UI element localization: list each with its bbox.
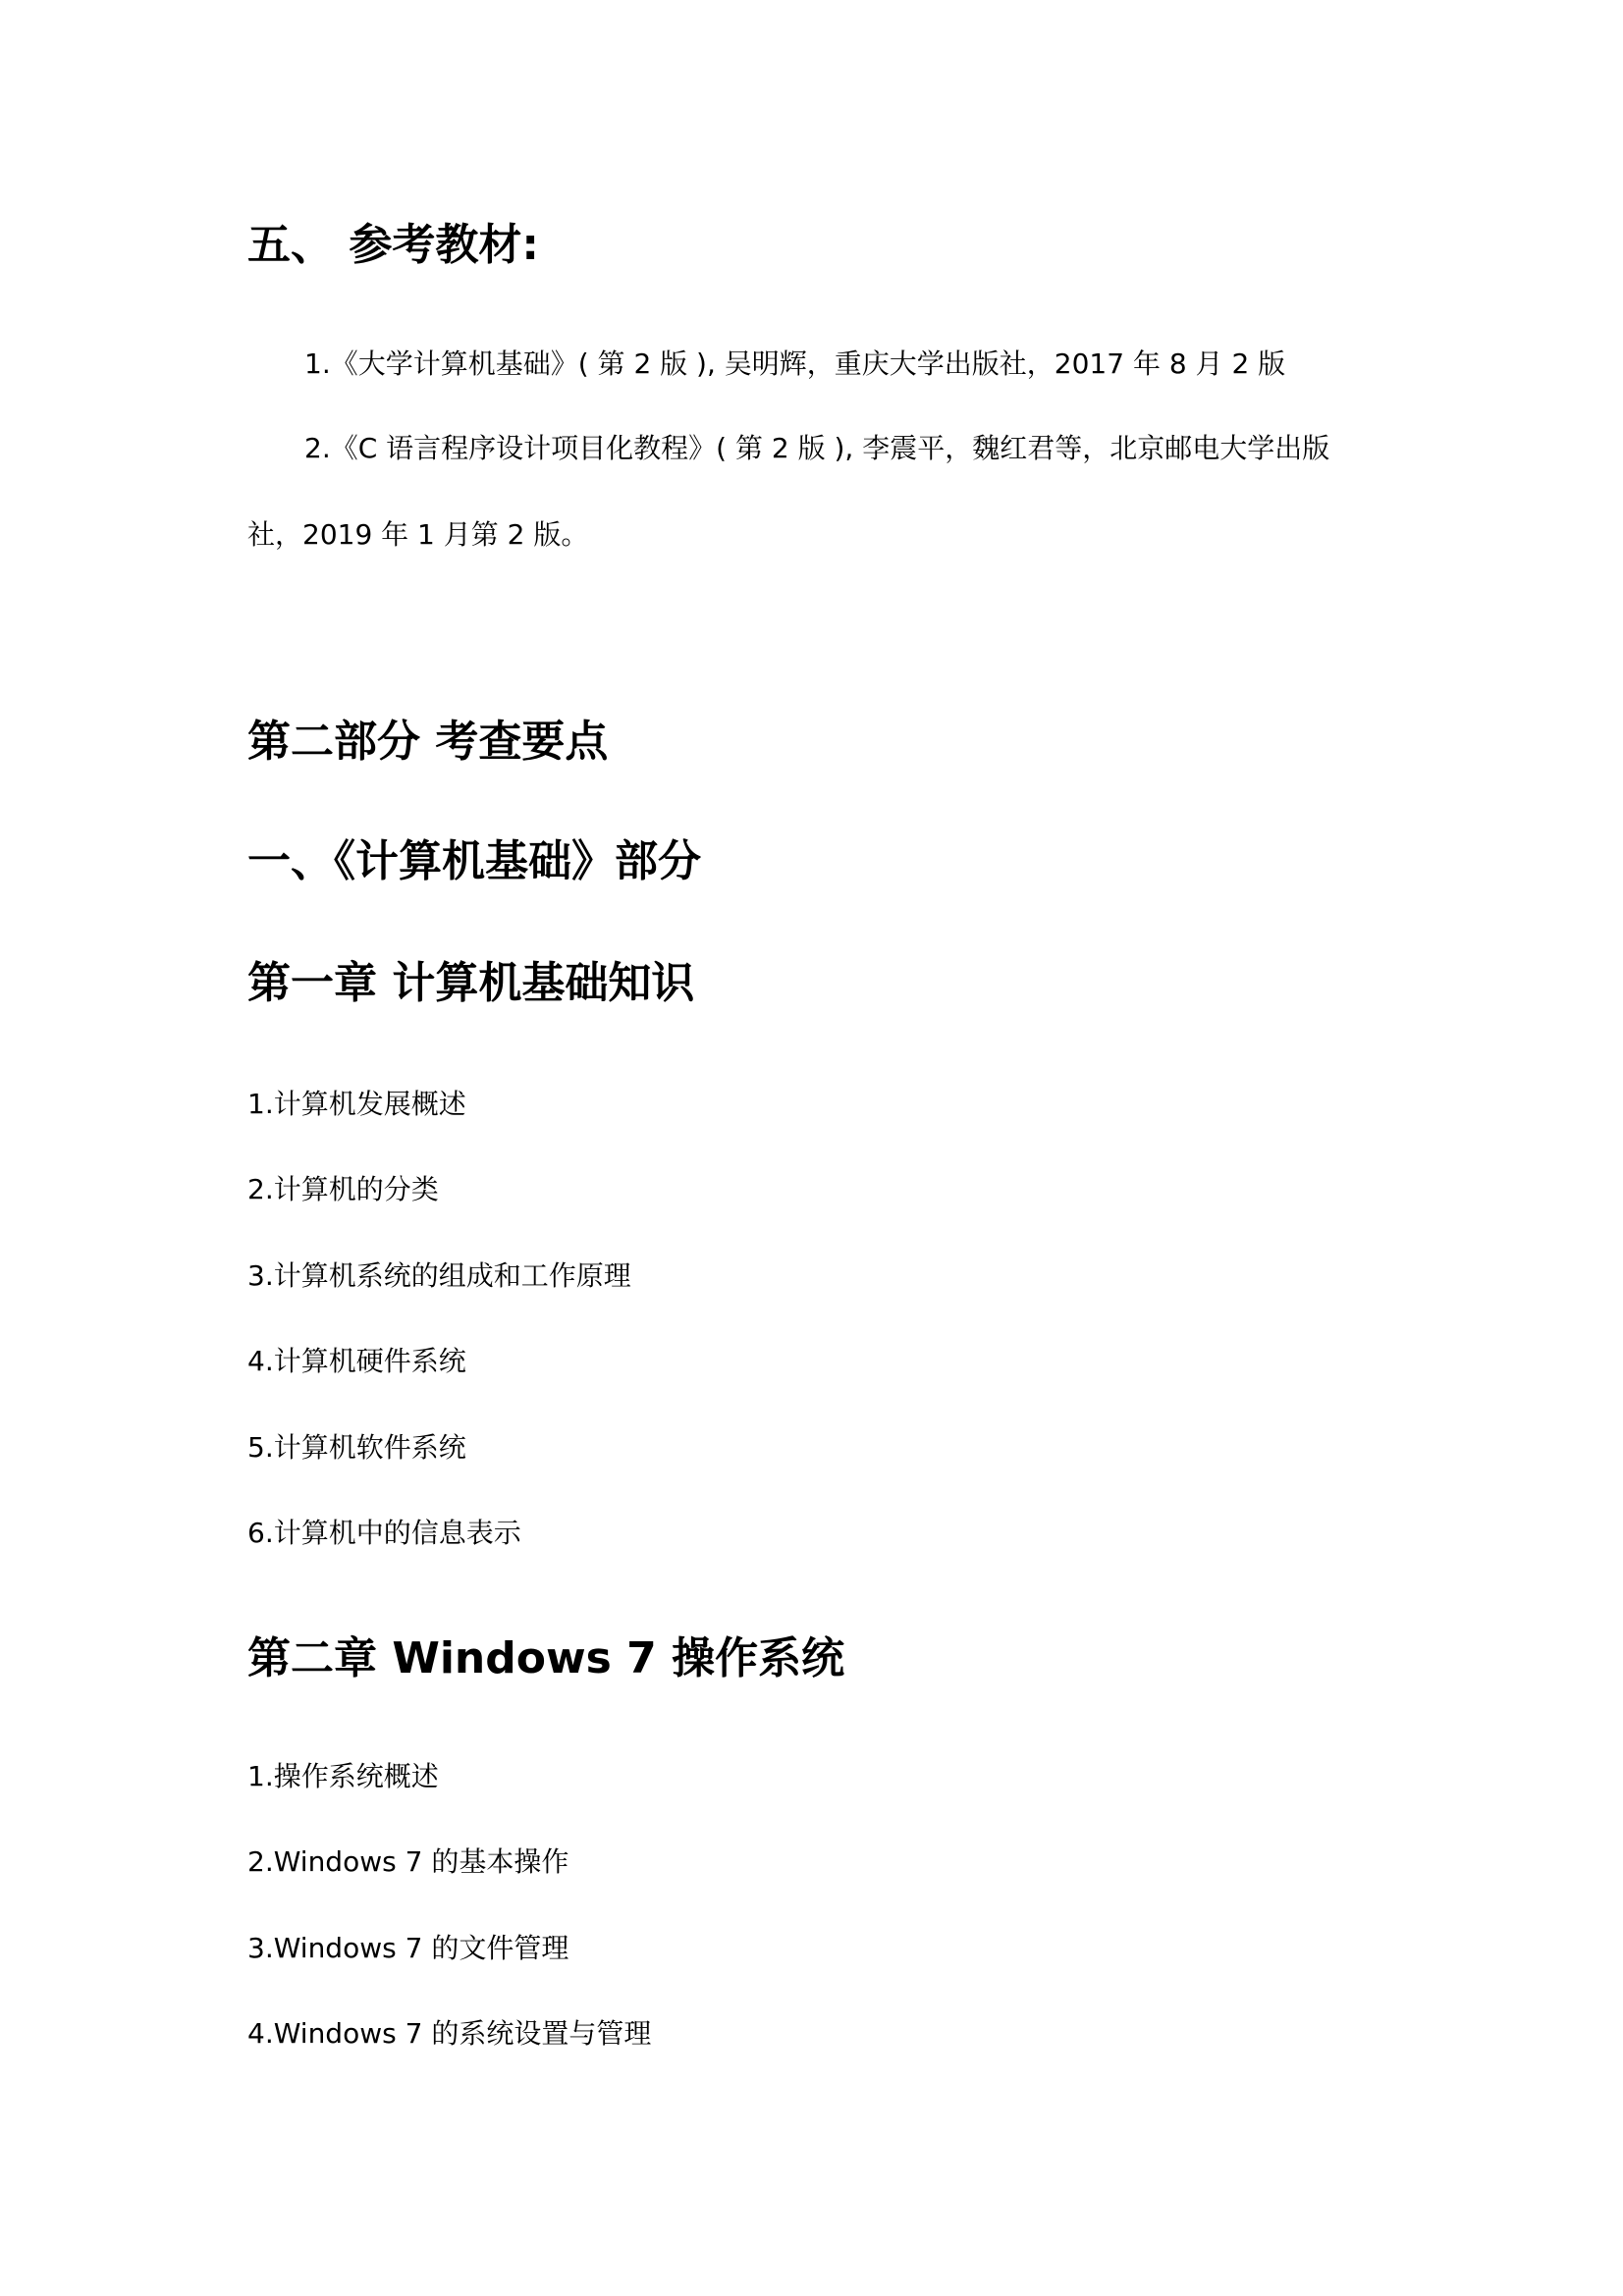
part-two-heading: 第二部分 考查要点 <box>247 717 609 767</box>
reference-item-2: 2.《C 语言程序设计项目化教程》( 第 2 版 ), 李震平，魏红君等，北京邮电大学出版 <box>304 432 1330 464</box>
section-one-heading: 一、《计算机基础》部分 <box>247 836 701 886</box>
chapter-two-heading: 第二章 Windows 7 操作系统 <box>247 1633 845 1683</box>
chapter-one-item-2: 2.计算机的分类 <box>247 1173 439 1205</box>
chapter-two-item-3: 3.Windows 7 的文件管理 <box>247 1932 569 1964</box>
chapter-one-item-4: 4.计算机硬件系统 <box>247 1345 466 1377</box>
reference-item-1: 1.《大学计算机基础》( 第 2 版 ), 吴明辉，重庆大学出版社，2017 年 8 月 2 版 <box>304 347 1286 380</box>
chapter-one-item-5: 5.计算机软件系统 <box>247 1431 466 1464</box>
chapter-one-heading: 第一章 计算机基础知识 <box>247 958 695 1008</box>
chapter-one-item-1: 1.计算机发展概述 <box>247 1088 466 1120</box>
chapter-one-item-3: 3.计算机系统的组成和工作原理 <box>247 1259 631 1292</box>
chapter-two-item-1: 1.操作系统概述 <box>247 1760 439 1792</box>
reference-item-2-continuation: 社，2019 年 1 月第 2 版。 <box>247 518 589 551</box>
chapter-two-item-4: 4.Windows 7 的系统设置与管理 <box>247 2017 652 2050</box>
chapter-one-item-6: 6.计算机中的信息表示 <box>247 1517 521 1549</box>
section-five-heading: 五、 参考教材: <box>247 220 539 270</box>
chapter-two-item-2: 2.Windows 7 的基本操作 <box>247 1845 569 1878</box>
